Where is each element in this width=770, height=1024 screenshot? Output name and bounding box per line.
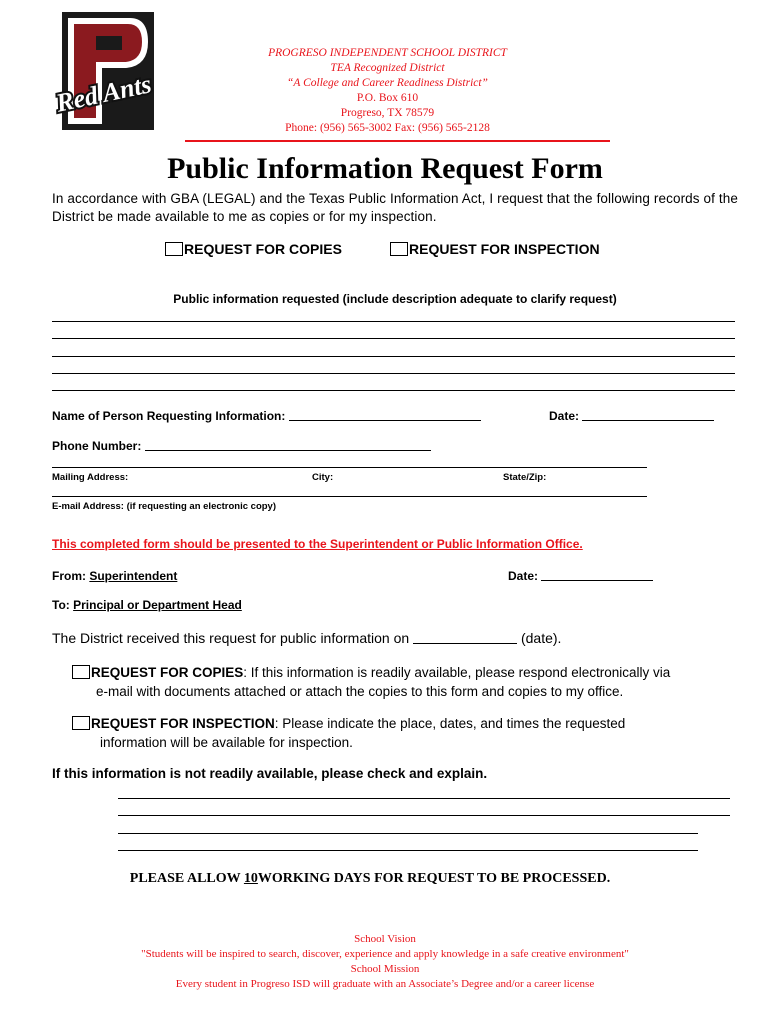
copies-checkbox[interactable] xyxy=(165,242,183,256)
received-text: The District received this request for public information on xyxy=(52,630,410,646)
school-footer xyxy=(0,932,770,992)
header-divider xyxy=(185,140,610,142)
from-row: From: Superintendent xyxy=(52,569,178,583)
from-label: From xyxy=(52,569,82,583)
response-copies-text2: e-mail with documents attached or attach the copies to this form and copies to my office. xyxy=(96,684,624,699)
email-label: E-mail Address: (if requesting an electronic copy) xyxy=(52,501,277,512)
public-info-label: Public information requested (include description adequate to clarify request) xyxy=(173,292,617,306)
allow-days: 10 xyxy=(243,871,258,886)
response-inspection-title: REQUEST FOR INSPECTION xyxy=(91,716,275,731)
received-date-suffix: (date). xyxy=(520,630,562,646)
vision-label: School Vision xyxy=(354,933,416,945)
response-inspection-checkbox[interactable] xyxy=(72,716,90,730)
description-line[interactable] xyxy=(52,321,735,322)
date-field xyxy=(549,409,714,423)
to-value: Principal or Department Head xyxy=(73,598,242,612)
mailing-address-line[interactable] xyxy=(52,467,647,468)
received-date-line[interactable] xyxy=(413,643,517,644)
mission-label: School Mission xyxy=(350,963,420,975)
notice-text: This completed form should be presented to the Superintendent or Public Information Office. xyxy=(52,537,583,551)
vision-text: "Students will be inspired to search, discover, experience and apply knowledge in a safe creative environment" xyxy=(141,948,629,960)
option-inspection-label: REQUEST FOR INSPECTION xyxy=(409,241,600,257)
processing-notice xyxy=(0,871,740,887)
mission-text: Every student in Progreso ISD will graduate with an Associate’s Degree and/or a career license xyxy=(175,978,595,990)
description-line[interactable] xyxy=(52,338,735,339)
phone-field xyxy=(52,439,431,453)
explain-line[interactable] xyxy=(118,815,730,816)
response-inspection-text2: information will be available for inspection. xyxy=(100,735,353,750)
to-label: To: xyxy=(52,598,70,612)
option-request-copies[interactable] xyxy=(165,241,342,257)
district-phone-fax: Phone: (956) 565-3002 Fax: (956) 565-2128 xyxy=(285,122,490,134)
district-name: PROGRESO INDEPENDENT SCHOOL DISTRICT xyxy=(268,47,507,59)
explain-label: If this information is not readily available, please check and explain. xyxy=(52,766,488,781)
description-line[interactable] xyxy=(52,356,735,357)
red-ants-logo xyxy=(42,10,167,132)
response-inspection xyxy=(72,714,732,752)
description-line[interactable] xyxy=(52,390,735,391)
response-inspection-text1: : Please indicate the place, dates, and times the requested xyxy=(274,716,626,731)
routing-date-line[interactable] xyxy=(541,580,653,581)
from-value: Superintendent xyxy=(89,569,178,583)
option-request-inspection[interactable] xyxy=(390,241,600,257)
phone-label: Phone Number: xyxy=(52,439,142,453)
description-line[interactable] xyxy=(52,373,735,374)
district-city: Progreso, TX 78579 xyxy=(340,107,435,119)
page-title: Public Information Request Form xyxy=(167,152,603,185)
name-field xyxy=(52,409,481,423)
to-row xyxy=(52,598,242,612)
name-input-line[interactable] xyxy=(289,420,481,421)
logo-text: Red Ants xyxy=(53,69,154,118)
mailing-label: Mailing Address: xyxy=(52,472,129,483)
explain-line[interactable] xyxy=(118,798,730,799)
email-address-line[interactable] xyxy=(52,496,647,497)
district-recognition: TEA Recognized District xyxy=(330,62,445,74)
routing-date-label: Date xyxy=(508,569,535,583)
district-po-box: P.O. Box 610 xyxy=(356,92,419,104)
submission-notice xyxy=(52,537,583,551)
routing-date-field: Date: xyxy=(508,569,653,583)
district-header xyxy=(250,46,525,136)
city-label: City: xyxy=(312,472,334,483)
phone-input-line[interactable] xyxy=(145,450,431,451)
response-copies xyxy=(72,663,732,701)
received-statement xyxy=(52,630,561,646)
response-copies-text1: : If this information is readily available, please respond electronically via xyxy=(243,665,671,680)
allow-before: PLEASE ALLOW xyxy=(129,871,241,886)
response-copies-checkbox[interactable] xyxy=(72,665,90,679)
inspection-checkbox[interactable] xyxy=(390,242,408,256)
intro-paragraph: In accordance with GBA (LEGAL) and the Texas Public Information Act, I request that the following records of the District be made available to me as copies or for my inspection. xyxy=(52,191,738,224)
date-input-line[interactable] xyxy=(582,420,714,421)
date-label: Date: xyxy=(549,409,580,423)
explain-line[interactable] xyxy=(118,833,698,834)
statezip-label: State/Zip: xyxy=(503,472,547,483)
name-label: Name of Person Requesting Information: xyxy=(52,409,286,423)
option-copies-label: REQUEST FOR COPIES xyxy=(184,241,342,257)
response-copies-title: REQUEST FOR COPIES xyxy=(91,665,244,680)
explain-line[interactable] xyxy=(118,850,698,851)
allow-after: WORKING DAYS FOR REQUEST TO BE PROCESSED. xyxy=(257,871,611,886)
district-motto: “A College and Career Readiness District” xyxy=(287,77,488,89)
